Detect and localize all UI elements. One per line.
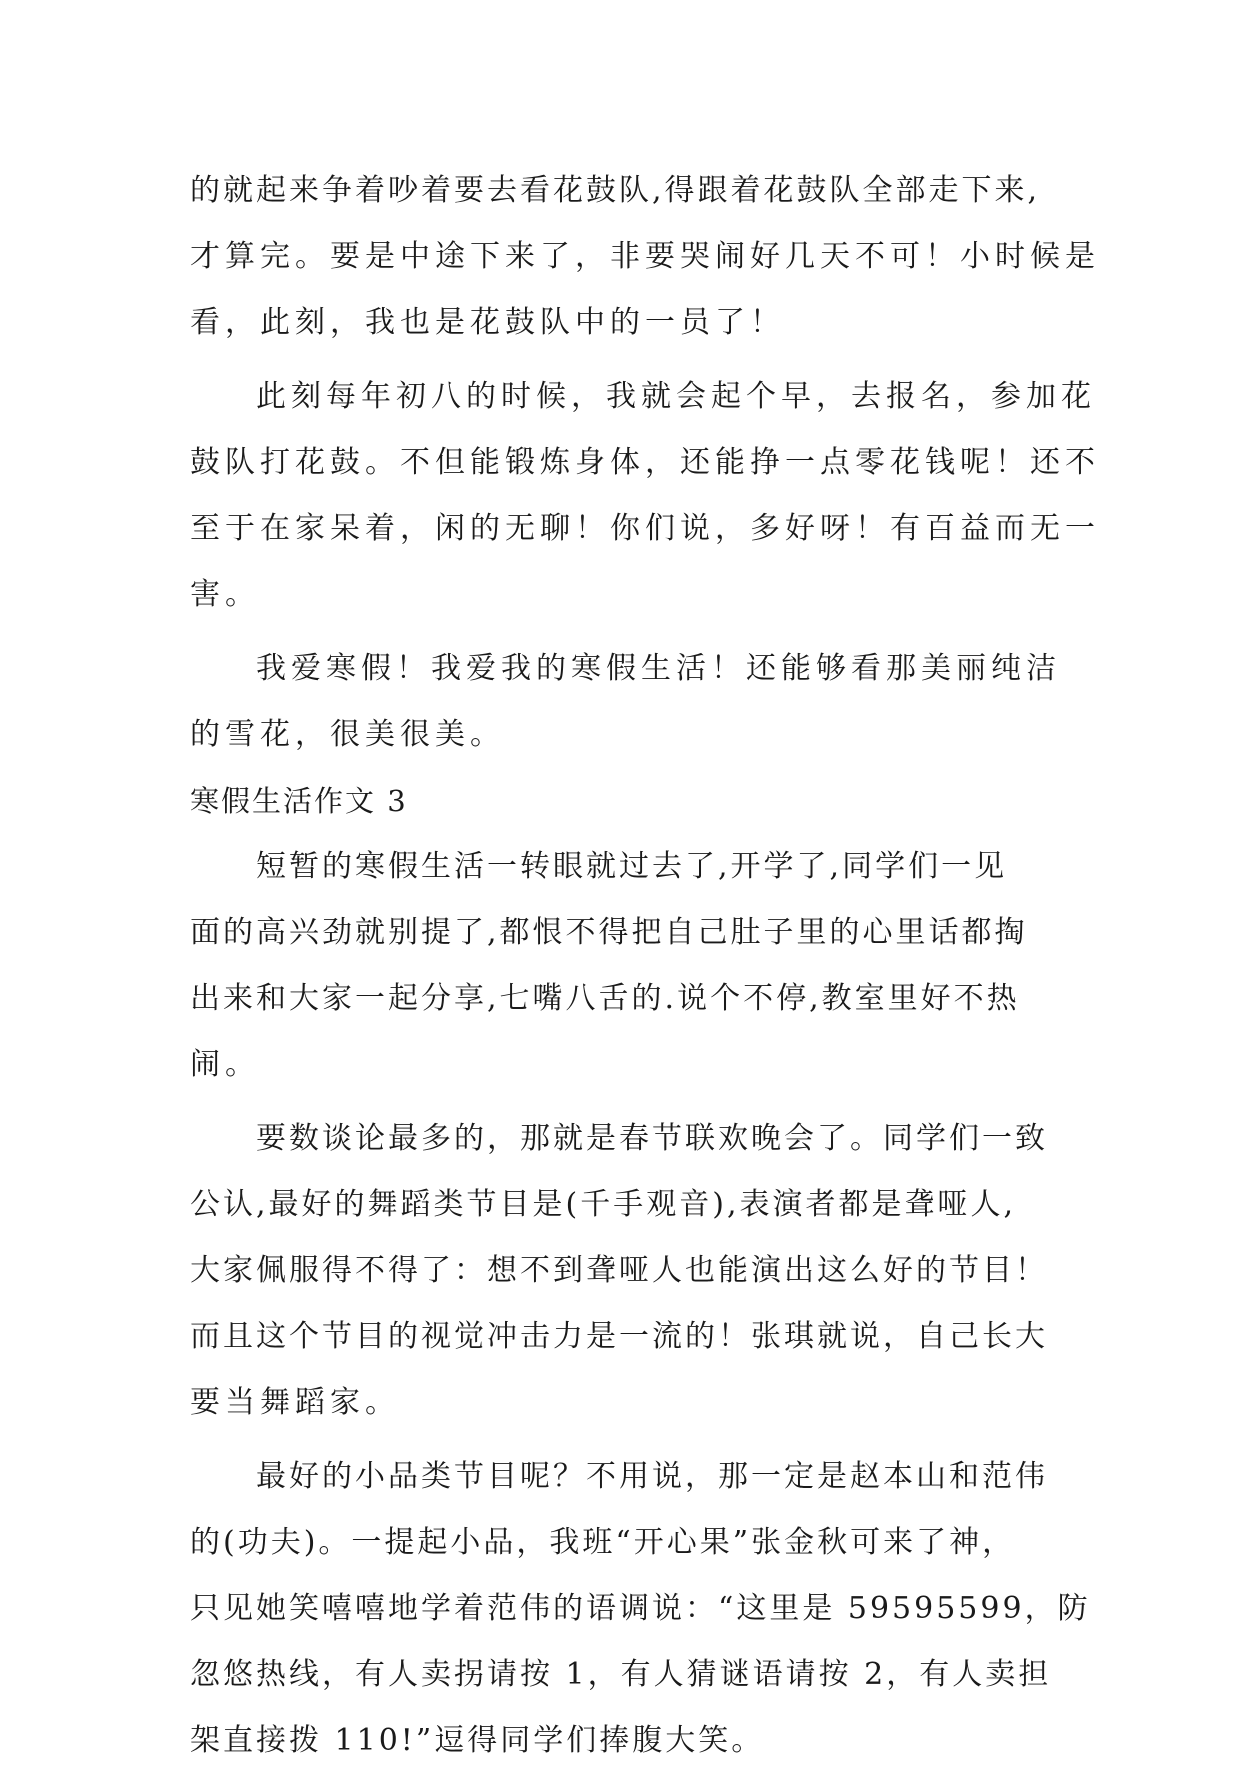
paragraph: [190, 364, 1100, 628]
text-line: 的就起来争着吵着要去看花鼓队,得跟着花鼓队全部走下来,: [190, 173, 1041, 208]
text-line: 而且这个节目的视觉冲击力是一流的！张琪就说，自己长大: [190, 1319, 1048, 1354]
text-line: 公认,最好的舞蹈类节目是(千手观音),表演者都是聋哑人,: [190, 1187, 1017, 1222]
section-heading: 寒假生活作文 3: [190, 784, 408, 818]
text-line: 要当舞蹈家。: [190, 1385, 400, 1420]
text-line: 此刻每年初八的时候，我就会起个早，去报名，参加花: [256, 379, 1096, 414]
document-body: [190, 158, 1100, 1774]
text-line: 大家佩服得不得了：想不到聋哑人也能演出这么好的节目！: [190, 1253, 1048, 1288]
paragraph: [190, 1444, 1090, 1774]
text-line: 鼓队打花鼓。不但能锻炼身体，还能挣一点零花钱呢！还不: [190, 445, 1100, 480]
text-line: 至于在家呆着，闲的无聊！你们说，多好呀！有百益而无一: [190, 511, 1100, 546]
paragraph: [190, 1106, 1090, 1436]
text-line: 面的高兴劲就别提了,都恨不得把自己肚子里的心里话都掏: [190, 915, 1028, 950]
text-line: 闹。: [190, 1047, 260, 1082]
text-line: 看，此刻，我也是花鼓队中的一员了！: [190, 305, 785, 340]
text-line: 只见她笑嘻嘻地学着范伟的语调说：“这里是 59595599，防: [190, 1591, 1091, 1626]
text-line: 害。: [190, 577, 260, 612]
text-line: 的(功夫)。一提起小品，我班“开心果”张金秋可来了神，: [190, 1525, 1016, 1560]
text-line: 短暂的寒假生活一转眼就过去了,开学了,同学们一见: [256, 849, 1008, 884]
text-line: 最好的小品类节目呢？不用说，那一定是赵本山和范伟: [256, 1459, 1048, 1494]
text-line: 才算完。要是中途下来了，非要哭闹好几天不可！小时候是: [190, 239, 1100, 274]
text-line: 出来和大家一起分享,七嘴八舌的.说个不停,教室里好不热: [190, 981, 1020, 1016]
text-line: 架直接拨 110!”逗得同学们捧腹大笑。: [190, 1723, 765, 1758]
paragraph: [190, 158, 1100, 356]
text-line: 要数谈论最多的，那就是春节联欢晚会了。同学们一致: [256, 1121, 1048, 1156]
paragraph: [190, 636, 1090, 768]
text-line: 我爱寒假！我爱我的寒假生活！还能够看那美丽纯洁: [256, 651, 1061, 686]
text-line: 忽悠热线，有人卖拐请按 1，有人猜谜语请按 2，有人卖担: [190, 1657, 1052, 1692]
text-line: 的雪花，很美很美。: [190, 717, 505, 752]
paragraph: [190, 834, 1090, 1098]
